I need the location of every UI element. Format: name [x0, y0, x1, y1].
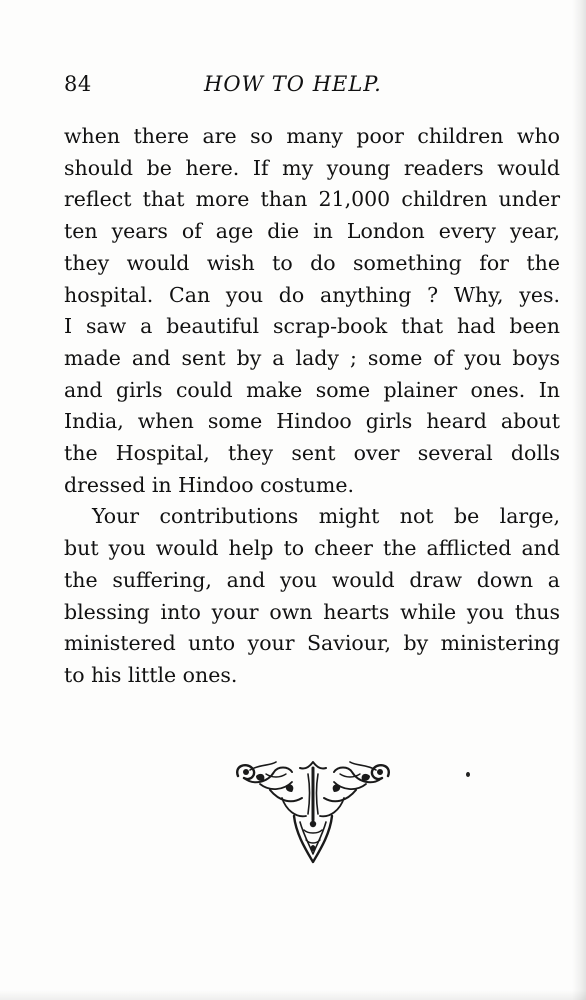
floral-tailpiece-ornament	[230, 760, 396, 866]
running-title: HOW TO HELP.	[204, 72, 382, 96]
text-line: made and sent by a lady ; some of you boys	[64, 345, 560, 370]
text-line: Your contributions might not be large,	[92, 504, 560, 529]
text-line: ministered unto your Saviour, by ministering	[64, 631, 560, 656]
text-line: should be here. If my young readers would	[64, 155, 560, 180]
body-text	[64, 121, 560, 692]
text-line: ten years of age die in London every year,	[64, 219, 560, 244]
text-line: hospital. Can you do anything ? Why, yes.	[64, 282, 560, 307]
page-number: 84	[64, 72, 92, 96]
text-line: dressed in Hindoo costume.	[64, 472, 354, 497]
text-line: and girls could make some plainer ones. In	[64, 377, 560, 402]
text-line: when there are so many poor children who	[64, 124, 560, 148]
text-line: I saw a beautiful scrap-book that had been	[64, 314, 560, 339]
text-line: blessing into your own hearts while you thus	[64, 599, 560, 624]
text-line: the Hospital, they sent over several dolls	[64, 441, 560, 466]
paragraph-2	[64, 501, 560, 691]
paragraph-1	[64, 121, 560, 501]
running-head	[64, 68, 522, 100]
text-line: they would wish to do something for the	[64, 250, 560, 275]
page-edge-shadow-right	[572, 0, 586, 1000]
text-line: but you would help to cheer the afflicted and	[64, 536, 560, 561]
text-line: to his little ones.	[64, 662, 238, 687]
text-line: India, when some Hindoo girls heard about	[64, 409, 560, 434]
text-line: the suffering, and you would draw down a	[64, 567, 560, 592]
ink-speck	[466, 772, 470, 777]
page-edge-shadow-bottom	[0, 990, 586, 1000]
text-line: reflect that more than 21,000 children under	[64, 187, 560, 212]
